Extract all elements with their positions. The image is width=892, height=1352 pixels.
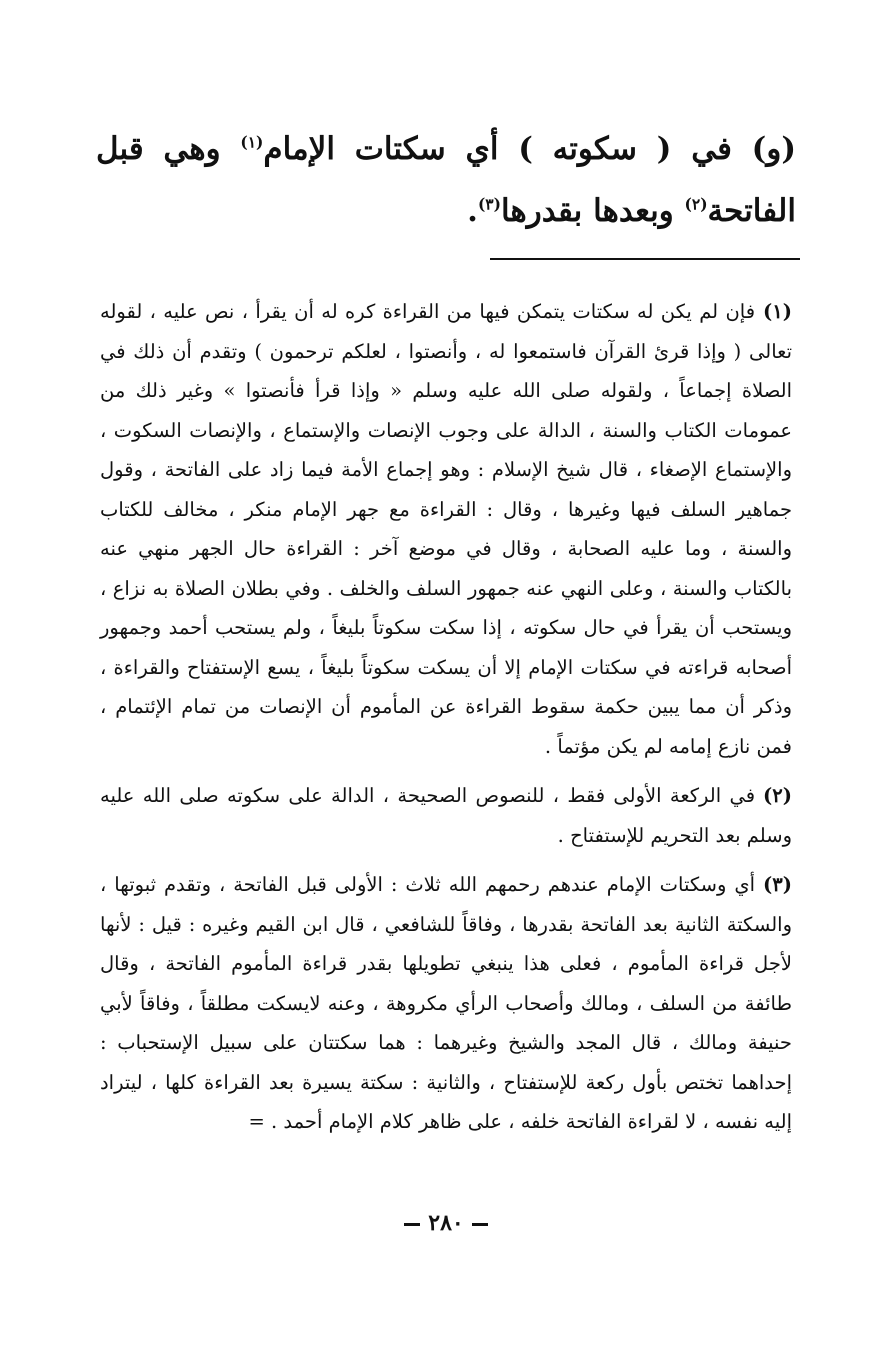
- footnote-2-text: في الركعة الأولى فقط ، للنصوص الصحيحة ، الدالة على سكوته صلى الله عليه وسلم بعد التحريم للإستفتاح .: [100, 784, 792, 847]
- footnote-1-number: (١): [763, 300, 792, 323]
- footnote-separator: [490, 258, 800, 260]
- page-number-value: ٢٨٠: [428, 1210, 464, 1236]
- page-number-dash-left: [472, 1223, 488, 1226]
- page-number-dash-right: [404, 1223, 420, 1226]
- footnote-3-number: (٣): [763, 873, 792, 896]
- footnote-3: [100, 865, 792, 1142]
- main-text-part-3: وبعدها بقدرها: [500, 193, 685, 229]
- footnote-1-text: فإن لم يكن له سكتات يتمكن فيها من القراءة كره له أن يقرأ ، نص عليه ، لقوله تعالى ( وإذا قرئ القرآن فاستمعوا له ، وأنصتوا ، لعلكم ترحمون ) وتقدم أن ذلك في الصلاة إجماعاً ، ولقوله صلى الله عليه وسلم « وإذا قرأ فأنصتوا » وغير ذلك من عمومات الكتاب والسنة ، الدالة على وجوب الإنصات والإستماع ، والإنصات السكوت ، والإستماع الإصغاء ، قال شيخ الإسلام : وهو إجماع الأمة فيما زاد على الفاتحة ، وقول جماهير السلف فيها وغيرها ، وقال : القراءة مع جهر الإمام منكر ، مخالف للكتاب والسنة ، وما عليه الصحابة ، وقال في موضع آخر : القراءة حال الجهر منهي عنه بالكتاب والسنة ، وعلى النهي عنه جمهور السلف والخلف . وفي بطلان الصلاة به نزاع ، ويستحب أن يقرأ في حال سكوته ، إذا سكت سكوتاً بليغاً ، ولم يستحب أحمد وجمهور أصحابه قراءته في سكتات الإمام إلا أن يسكت سكوتاً بليغاً ، يسع الإستفتاح والقراءة ، وذكر أن مما يبين حكمة سقوط القراءة عن المأموم أن الإنصات من تمام الإئتمام ، فمن نازع إمامه لم يكن مؤتماً .: [100, 300, 792, 758]
- footnote-ref-3: (٣): [477, 194, 501, 214]
- main-text-part-1: (و) في ( سكوته ) أي سكتات الإمام: [263, 131, 796, 167]
- main-text: [96, 118, 796, 242]
- footnote-ref-2: (٢): [684, 194, 708, 214]
- page-number: [0, 1210, 892, 1236]
- footnote-2-number: (٢): [763, 784, 792, 807]
- footnote-1: [100, 292, 792, 766]
- footnote-ref-1: (١): [240, 132, 264, 152]
- main-text-part-2: وهي قبل الفاتحة: [96, 131, 796, 229]
- main-text-end: .: [467, 193, 478, 229]
- footnotes: [100, 292, 792, 1152]
- footnote-2: [100, 776, 792, 855]
- footnote-3-text: أي وسكتات الإمام عندهم رحمهم الله ثلاث : الأولى قبل الفاتحة ، وتقدم ثبوتها ، والسكتة الثانية بعد الفاتحة بقدرها ، وفاقاً للشافعي ، قال ابن القيم وغيره : قيل : لأنها لأجل قراءة المأموم ، فعلى هذا ينبغي تطويلها بقدر قراءة المأموم الفاتحة ، وقال طائفة من السلف ، ومالك وأصحاب الرأي مكروهة ، وعنه لايسكت مطلقاً ، وفاقاً لأبي حنيفة ومالك ، قال المجد والشيخ وغيرهما : هما سكتتان على سبيل الإستحباب : إحداهما تختص بأول ركعة للإستفتاح ، والثانية : سكتة يسيرة بعد القراءة كلها ، ليتراد إليه نفسه ، لا لقراءة الفاتحة خلفه ، على ظاهر كلام الإمام أحمد . =: [100, 873, 792, 1133]
